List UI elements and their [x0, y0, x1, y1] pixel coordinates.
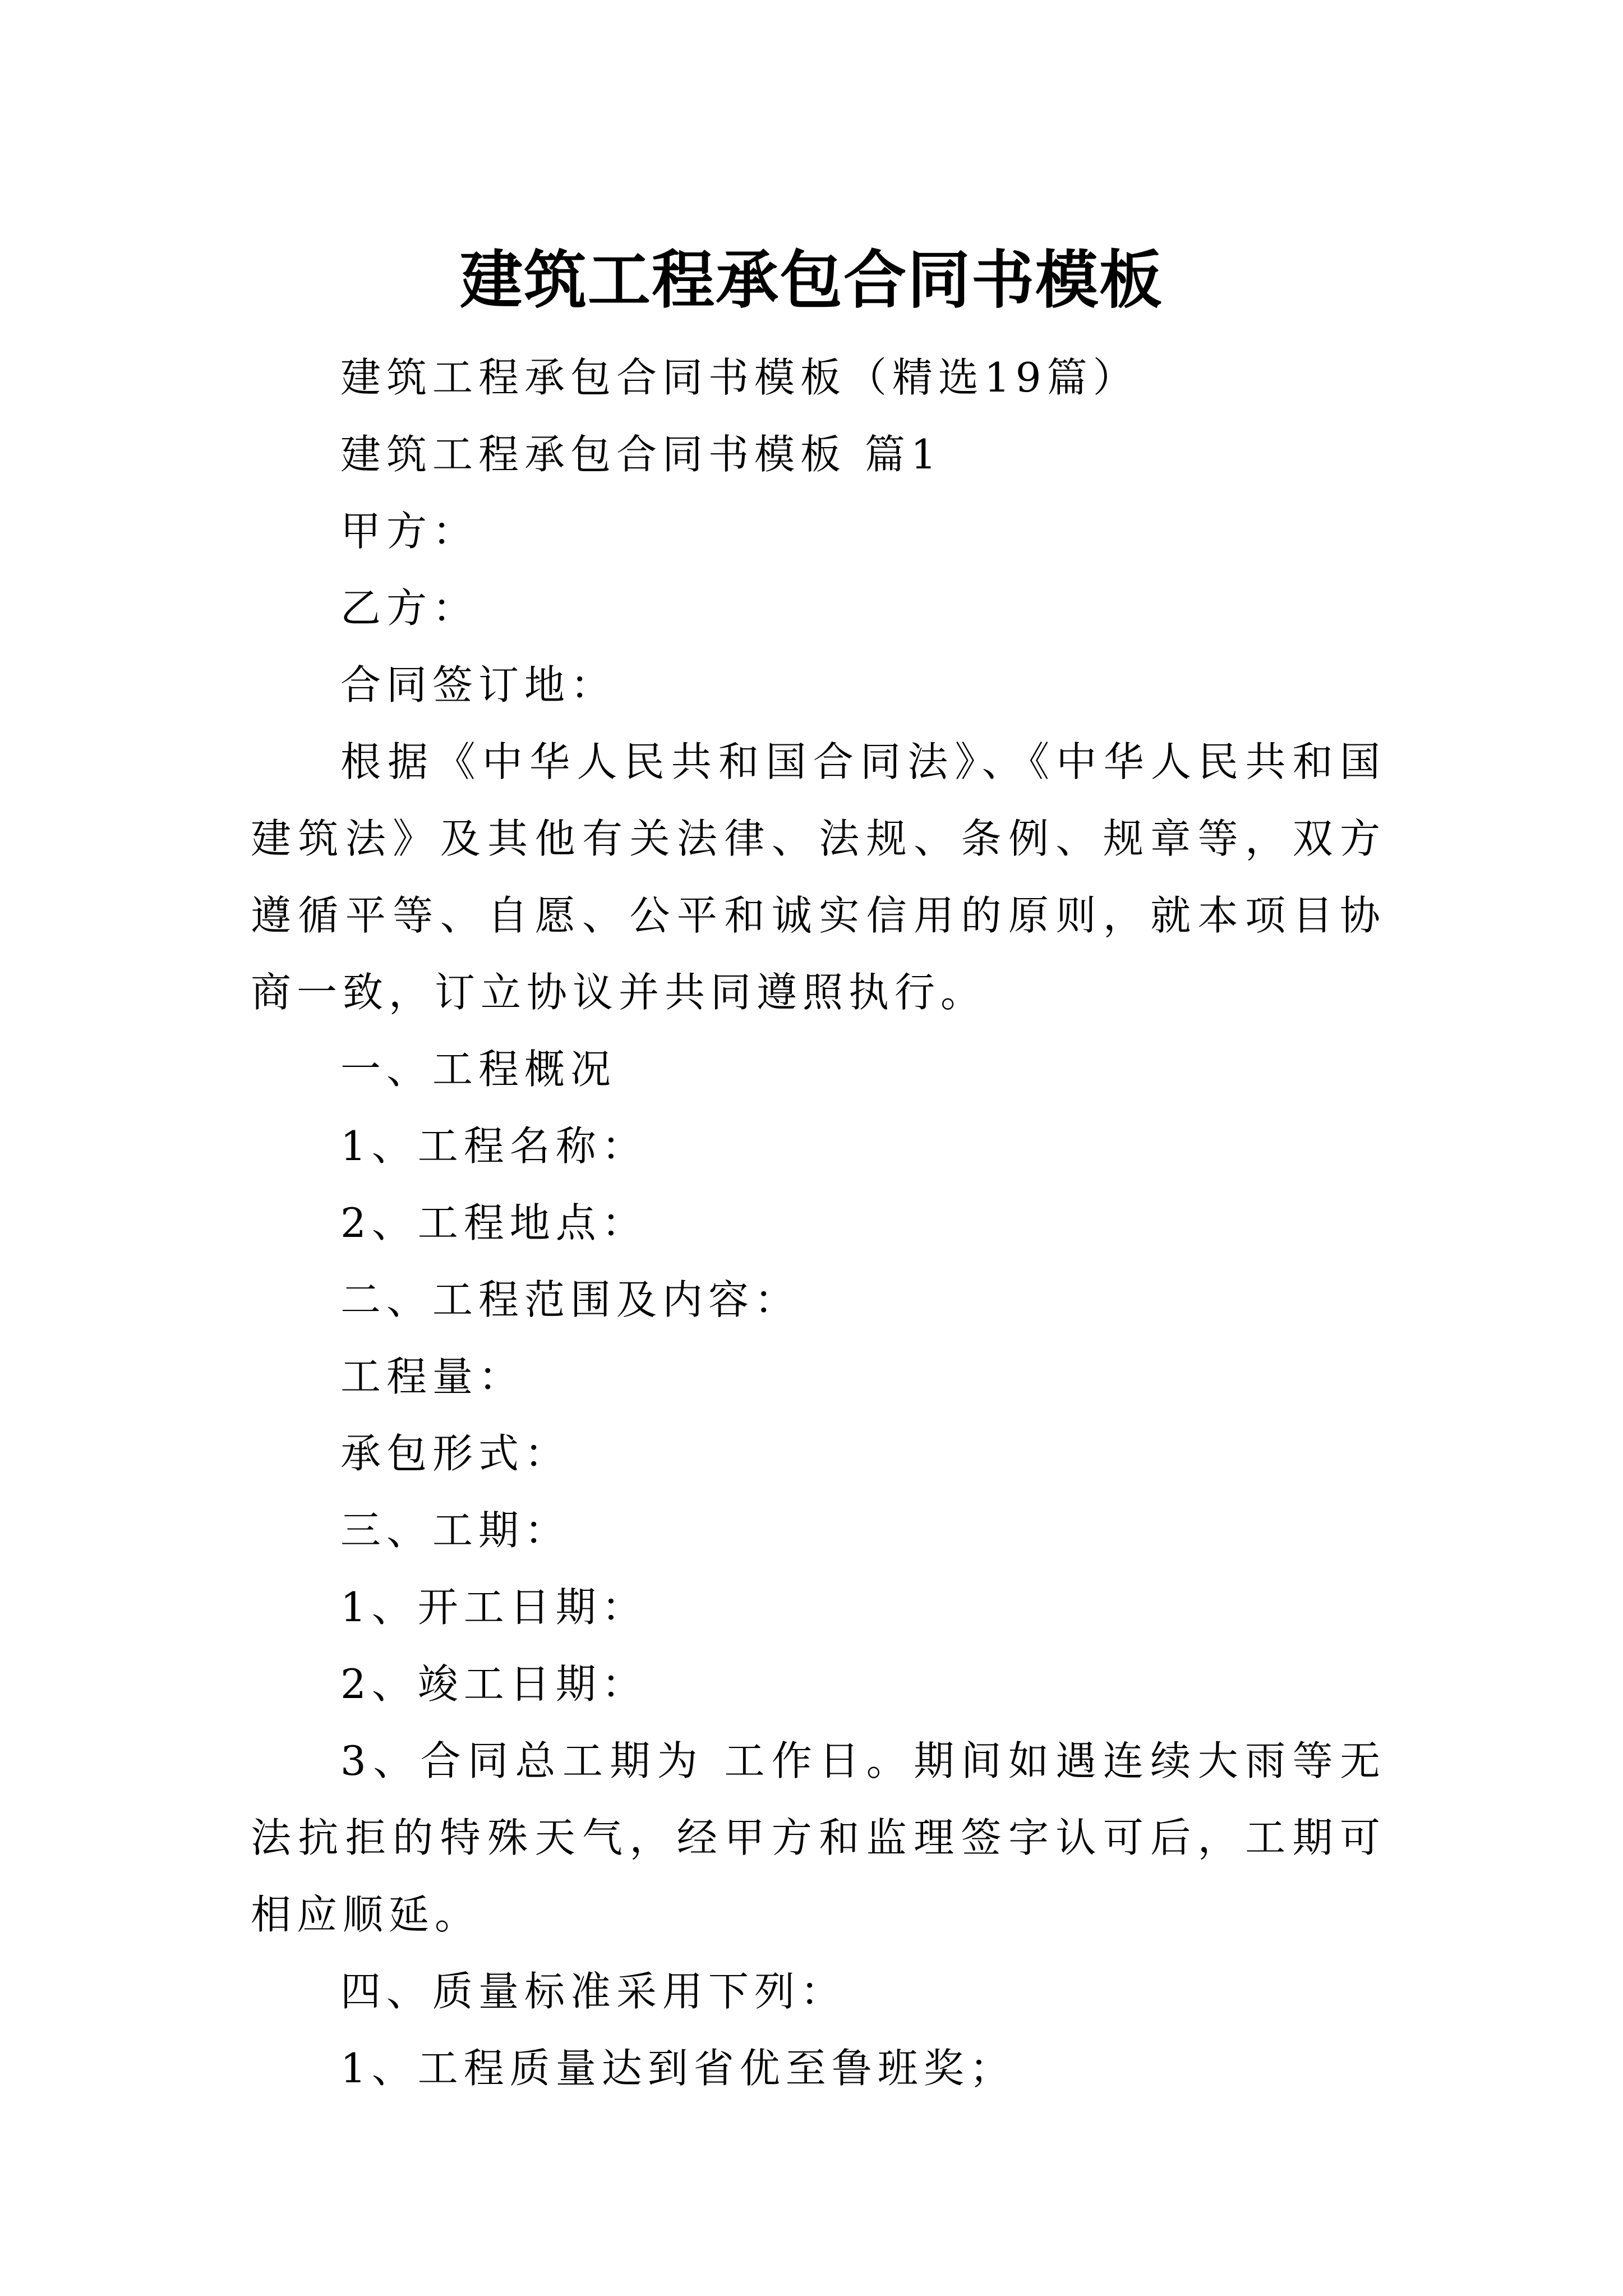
paragraph-project-location: 2、工程地点：	[340, 1199, 648, 1246]
paragraph-total-duration: 3、合同总工期为 工作日。期间如遇连续大雨等无法抗拒的特殊天气，经甲方和监理签字认可后，工期可相应顺延。	[251, 1737, 1386, 1938]
document-title: 建筑工程承包合同书模板	[460, 244, 1163, 318]
paragraph-party-b: 乙方：	[340, 585, 479, 632]
paragraph-party-a: 甲方：	[340, 508, 479, 555]
paragraph-contract-form: 承包形式：	[340, 1430, 571, 1477]
paragraph-project-overview: 一、工程概况	[340, 1046, 617, 1093]
document-body	[251, 339, 1386, 2107]
paragraph-quality-standard: 四、质量标准采用下列：	[340, 1968, 847, 2015]
paragraph-quality-goal: 1、工程质量达到省优至鲁班奖；	[340, 2045, 1016, 2092]
paragraph-duration: 三、工期：	[340, 1507, 571, 1554]
paragraph-scope: 二、工程范围及内容：	[340, 1276, 801, 1323]
paragraph-quantity: 工程量：	[340, 1353, 525, 1400]
paragraph-legal-basis: 根据《中华人民共和国合同法》、《中华人民共和国建筑法》及其他有关法律、法规、条例、规章等，双方遵循平等、自愿、公平和诚实信用的原则，就本项目协商一致，订立协议并共同遵照执行。	[251, 738, 1386, 1016]
paragraph-project-name: 1、工程名称：	[340, 1122, 648, 1170]
paragraph-completion-date: 2、竣工日期：	[340, 1660, 648, 1708]
paragraph-signing-place: 合同签订地：	[340, 661, 617, 708]
paragraph-section-heading: 建筑工程承包合同书模板 篇1	[340, 431, 942, 478]
paragraph-start-date: 1、开工日期：	[340, 1584, 648, 1631]
paragraph-subtitle: 建筑工程承包合同书模板（精选19篇）	[340, 354, 1139, 401]
